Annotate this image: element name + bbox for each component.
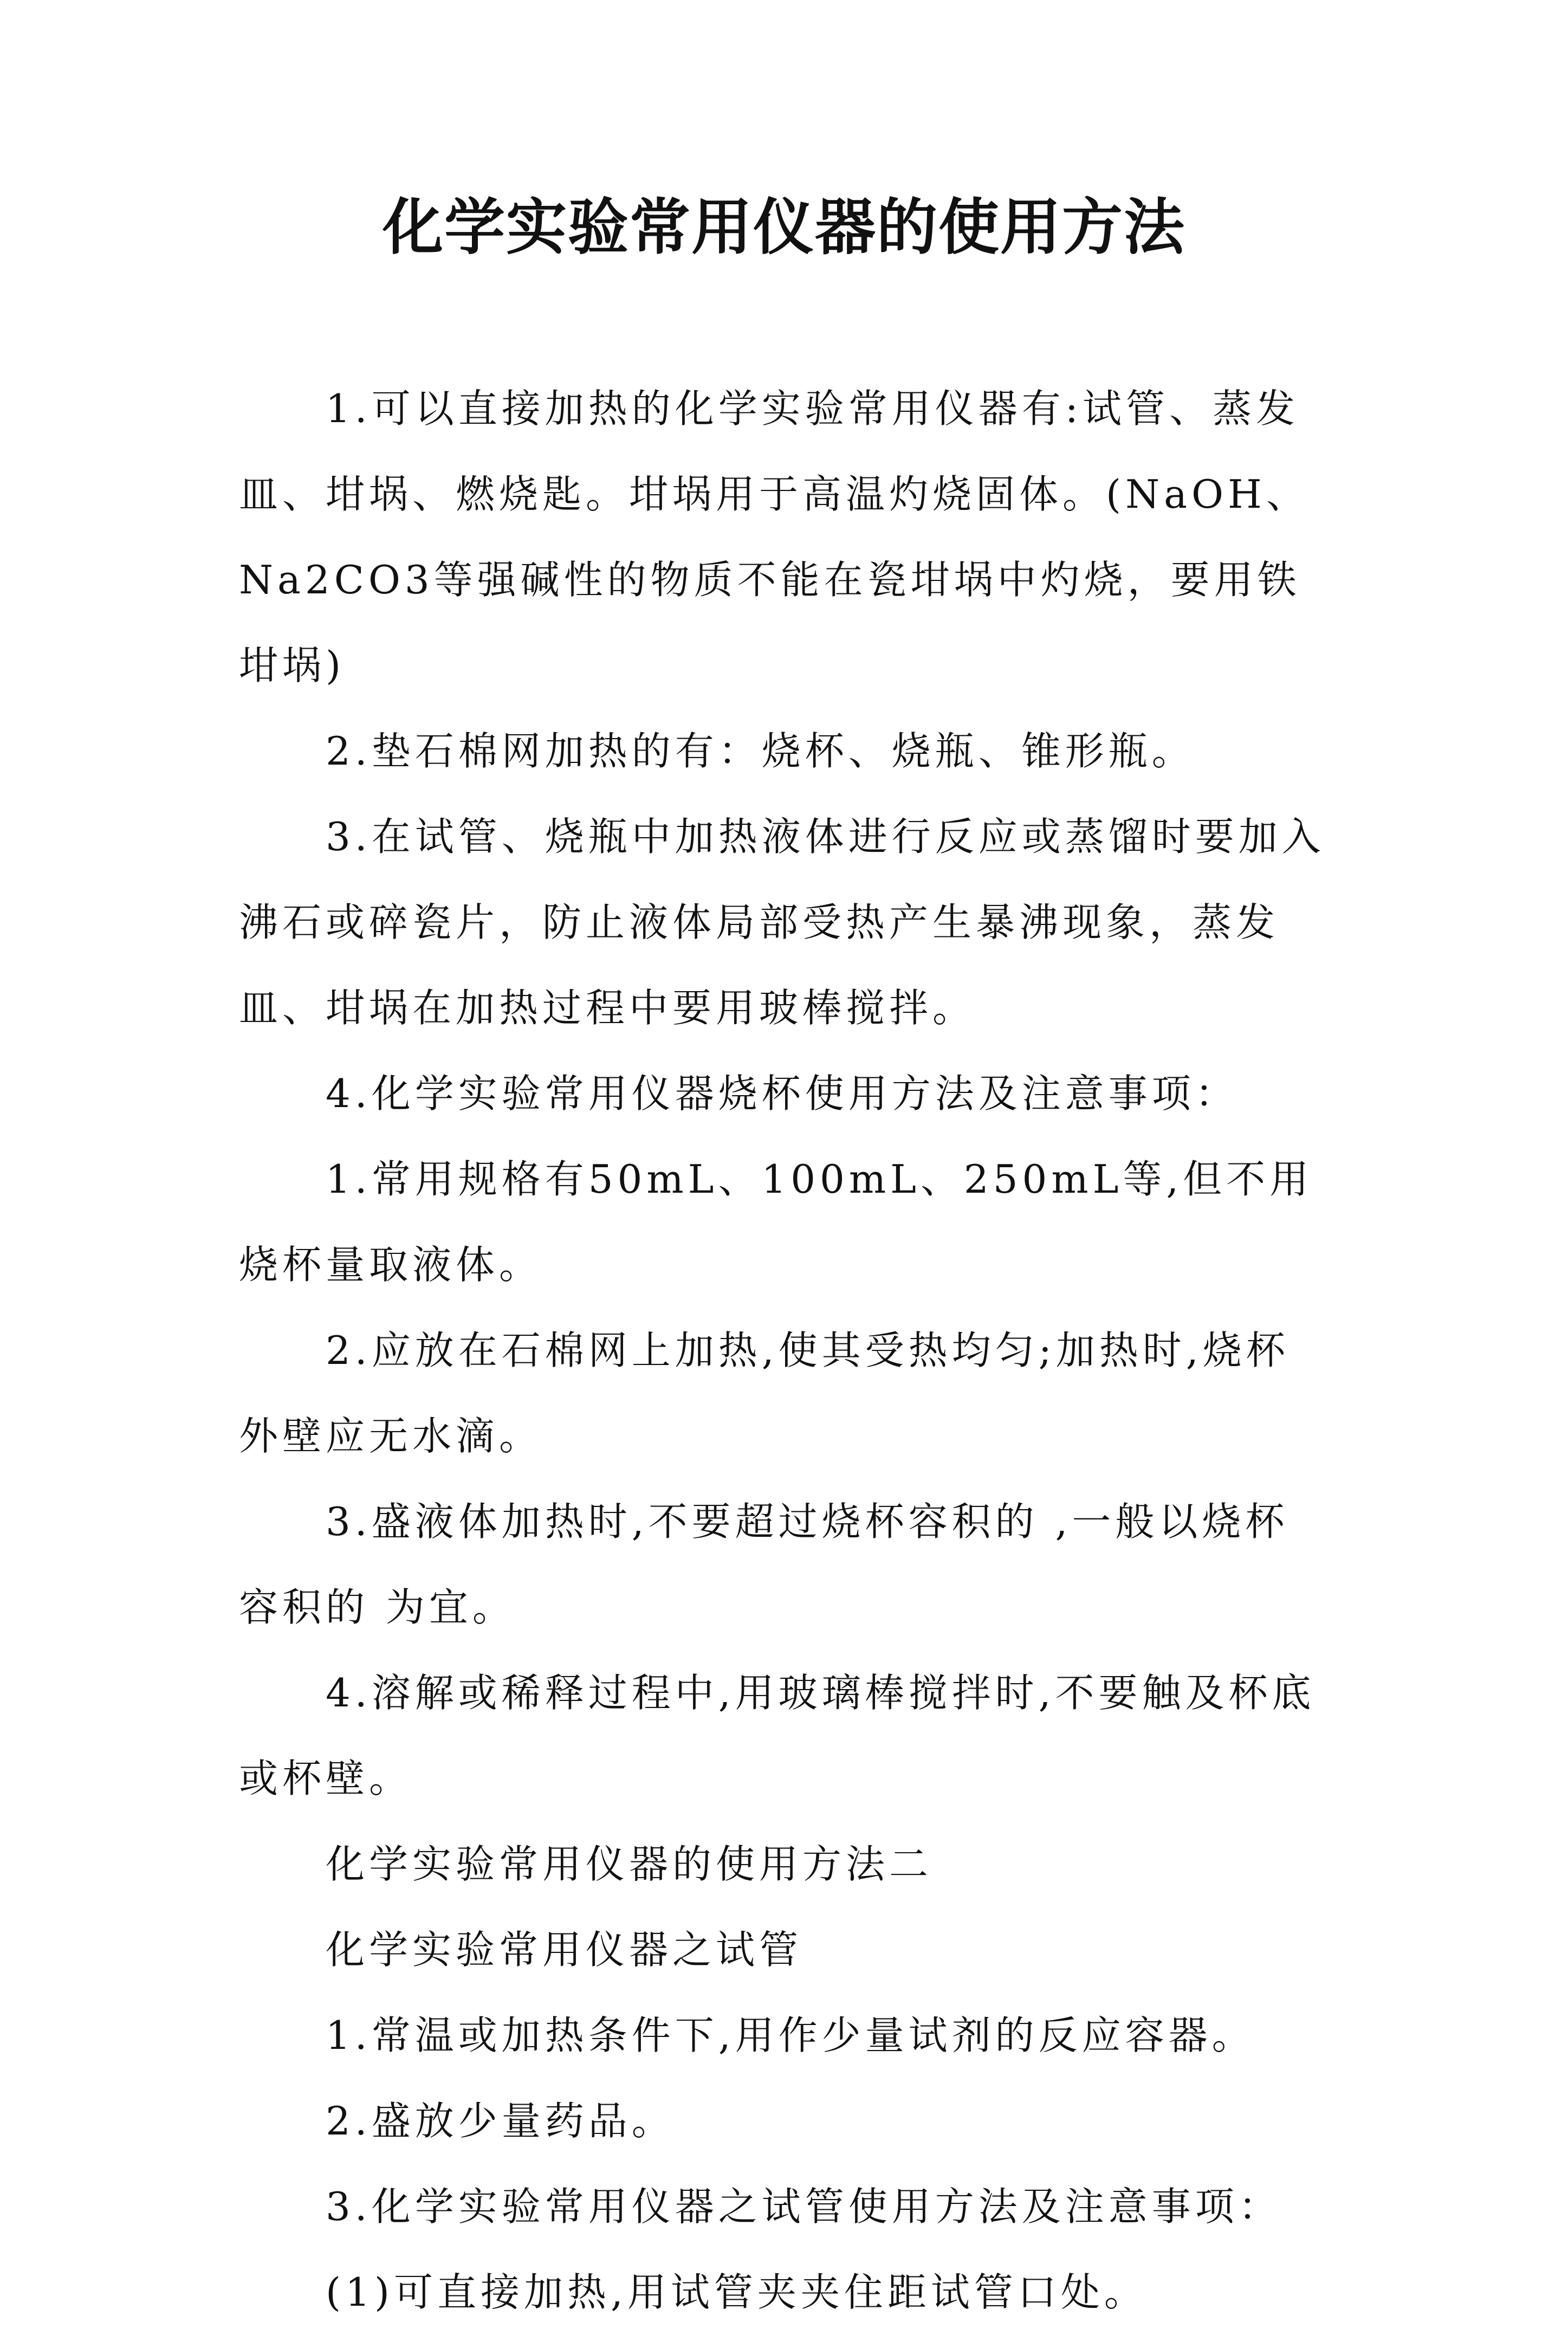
- paragraph-6: 2.应放在石棉网上加热,使其受热均匀;加热时,烧杯外壁应无水滴。: [239, 1328, 1290, 1459]
- paragraph-7: 3.盛液体加热时,不要超过烧杯容积的 ,一般以烧杯容积的 为宜。: [239, 1499, 1289, 1630]
- paragraph-13: 3.化学实验常用仪器之试管使用方法及注意事项：: [326, 2184, 1282, 2229]
- paragraph-2: 2.垫石棉网加热的有：烧杯、烧瓶、锥形瓶。: [326, 728, 1195, 774]
- paragraph-10: 化学实验常用仪器之试管: [326, 1927, 803, 1972]
- paragraph-4: 4.化学实验常用仪器烧杯使用方法及注意事项：: [326, 1071, 1239, 1116]
- document-body: [239, 366, 1328, 2335]
- paragraph-14: (1)可直接加热,用试管夹夹住距试管口处。: [326, 2269, 1148, 2315]
- paragraph-1: 1.可以直接加热的化学实验常用仪器有:试管、蒸发皿、坩埚、燃烧匙。坩埚用于高温灼烧固体。(NaOH、Na2CO3等强碱性的物质不能在瓷坩埚中灼烧，要用铁坩埚): [239, 386, 1310, 688]
- paragraph-11: 1.常温或加热条件下,用作少量试剂的反应容器。: [326, 2013, 1255, 2058]
- paragraph-8: 4.溶解或稀释过程中,用玻璃棒搅拌时,不要触及杯底或杯壁。: [239, 1670, 1316, 1801]
- paragraph-9: 化学实验常用仪器的使用方法二: [326, 1841, 933, 1887]
- document-title: 化学实验常用仪器的使用方法: [383, 192, 1185, 263]
- paragraph-3: 3.在试管、烧瓶中加热液体进行反应或蒸馏时要加入沸石或碎瓷片，防止液体局部受热产生暴沸现象，蒸发皿、坩埚在加热过程中要用玻棒搅拌。: [239, 814, 1325, 1031]
- paragraph-12: 2.盛放少量药品。: [326, 2098, 675, 2144]
- paragraph-5: 1.常用规格有50mL、100mL、250mL等,但不用烧杯量取液体。: [239, 1156, 1313, 1288]
